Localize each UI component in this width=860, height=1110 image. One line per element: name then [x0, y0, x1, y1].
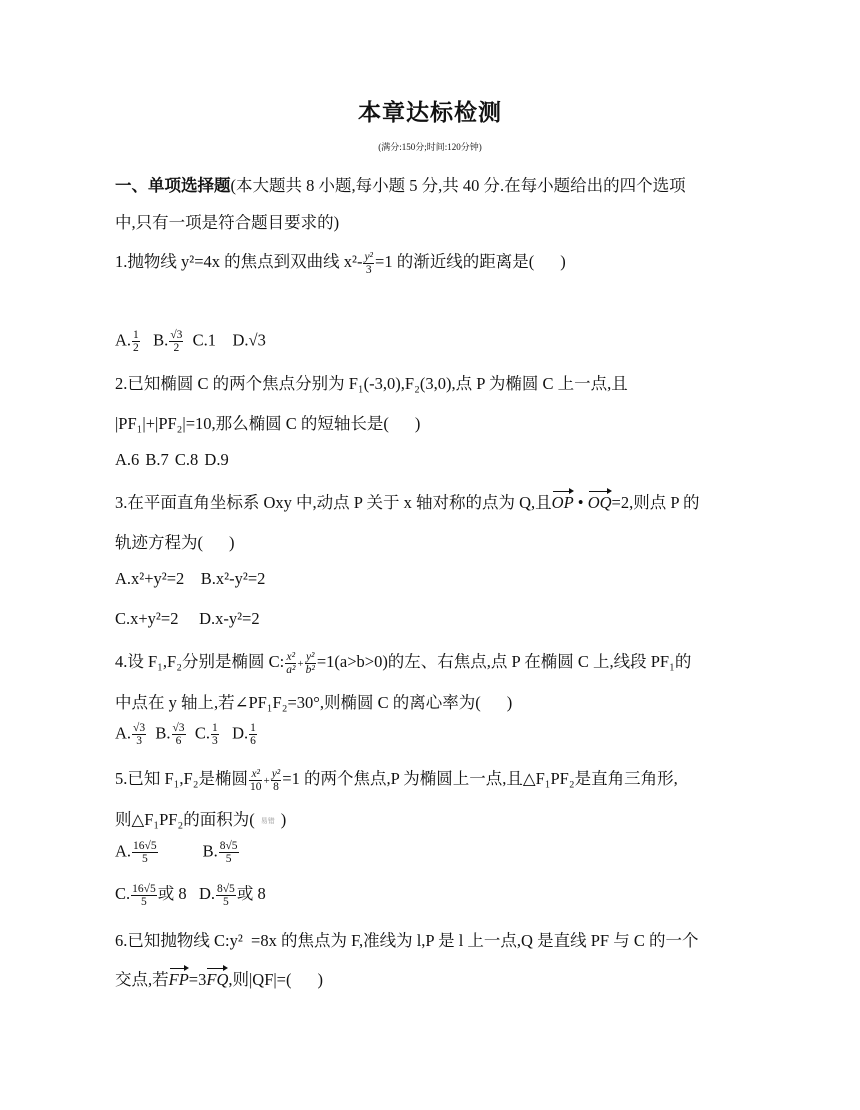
q4-text-a: 4.设 F₁,F₂分别是椭圆 C:: [115, 652, 285, 671]
q6-text-a: 交点,若: [115, 970, 169, 989]
q1-option-a-frac: [132, 329, 140, 354]
section-desc-line2: 中,只有一项是符合题目要求的): [115, 213, 340, 232]
q4-line2: [115, 689, 512, 713]
section-heading: 一、单项选择题: [115, 176, 231, 195]
q3-line2: [115, 529, 235, 553]
q4-d1: a²: [286, 663, 296, 676]
q5-c-tail: 或 8: [157, 884, 187, 903]
q4-option-c: C.: [194, 723, 210, 743]
q6-vector-fp: FP: [169, 967, 189, 990]
q6-vector-fq: FQ: [206, 967, 228, 990]
q4-options: [115, 722, 258, 747]
q4-b-den: 6: [175, 735, 182, 748]
q1-frac-num: y²: [364, 250, 374, 263]
q6-line1: 6.已知抛物线 C:y² =8x 的焦点为 F,准线为 l,P 是 l 上一点,Q 是直线 PF 与 C 的一个: [115, 931, 699, 950]
q5-a-frac: [132, 840, 158, 865]
q5-n1: x²: [249, 768, 263, 781]
q5-a-den: 5: [141, 853, 148, 866]
q2-close: ): [414, 414, 421, 433]
error-prone-tag: 易错: [260, 817, 275, 826]
q5-plus: +: [263, 775, 270, 787]
q4-b-frac: [172, 722, 186, 747]
q4-option-a: A.: [115, 723, 132, 743]
q5-n2: y²: [271, 767, 281, 780]
q1-text-a: 1.抛物线 y²=4x 的焦点到双曲线 x²-: [115, 252, 363, 271]
q5-options-1: [115, 840, 240, 865]
q5-option-a: A.: [115, 841, 132, 861]
q6-text-mid: =3: [188, 970, 207, 989]
question-1: [115, 248, 566, 276]
q3-vector-oq: OQ: [588, 490, 612, 513]
q4-d-frac: [249, 722, 257, 747]
q4-a-den: 3: [136, 735, 142, 748]
q1-text-b: =1 的渐近线的距离是(: [375, 252, 535, 271]
q1-b-den: 2: [173, 342, 180, 355]
q5-line2: [115, 806, 286, 830]
q4-c-num: 1: [211, 722, 218, 734]
q5-a-num: 16√5: [133, 840, 157, 852]
q3-vector-op: OP: [552, 490, 574, 513]
q3-text-c: 轨迹方程为(: [115, 533, 203, 552]
q1-option-b: B.: [153, 330, 169, 350]
q4-frac-1: [285, 651, 296, 676]
q5-text-a: 5.已知 F₁,F₂是椭圆: [115, 769, 248, 788]
q5-d-den: 5: [223, 895, 229, 908]
q3-line1: [115, 489, 700, 513]
q4-option-b: B.: [155, 723, 171, 743]
q5-c-frac: [131, 883, 157, 908]
q1-fraction: [363, 251, 374, 276]
q5-frac-1: [249, 768, 263, 793]
section-desc: (本大题共 8 小题,每小题 5 分,共 40 分.在每小题给出的四个选项: [230, 176, 686, 195]
q3-text-b: =2,则点 P 的: [611, 493, 700, 512]
q3-close: ): [229, 533, 235, 552]
q4-d-num: 1: [250, 722, 256, 734]
q4-option-d: D.: [232, 723, 249, 743]
q5-d2: 8: [273, 780, 279, 793]
q5-b-num: 8√5: [219, 840, 238, 852]
q6-text-b: ,则|QF|=(: [228, 970, 292, 989]
section-heading-line: [115, 172, 686, 196]
q3-options-1: A.x²+y²=2 B.x²-y²=2: [115, 569, 266, 588]
q5-option-c: C.: [115, 884, 131, 903]
q1-option-d: D.√3: [232, 330, 266, 350]
q1-close: ): [560, 252, 566, 271]
q5-close: ): [280, 810, 287, 829]
q1-option-c: C.1: [192, 330, 217, 350]
q4-d-den: 6: [250, 735, 256, 748]
q3-text-a: 3.在平面直角坐标系 Oxy 中,动点 P 关于 x 轴对称的点为 Q,且: [115, 493, 552, 512]
q4-c-frac: [211, 722, 219, 747]
q4-close: ): [506, 693, 513, 712]
q5-d-tail: 或 8: [236, 884, 266, 903]
q5-d-frac: [216, 883, 236, 908]
q2-line1: 2.已知椭圆 C 的两个焦点分别为 F₁(-3,0),F₂(3,0),点 P 为椭圆 C 上一点,且: [115, 374, 628, 393]
q4-b-num: √3: [172, 722, 185, 734]
q4-frac-2: [305, 651, 316, 676]
q4-text-b: =1(a>b>0)的左、右焦点,点 P 在椭圆 C 上,线段 PF₁的: [316, 652, 692, 671]
q4-n2: y²: [305, 650, 315, 663]
q5-b-frac: [219, 840, 239, 865]
q5-option-d: D.: [198, 884, 215, 903]
q1-options: [115, 329, 266, 354]
q2-line2: [115, 410, 420, 434]
q5-options-2: [115, 880, 266, 908]
q4-n1: x²: [286, 650, 296, 663]
q2-text: |PF₁|+|PF₂|=10,那么椭圆 C 的短轴长是(: [115, 414, 389, 433]
q5-option-b: B.: [202, 841, 218, 861]
q6-line2: [115, 966, 323, 990]
q5-b-den: 5: [225, 853, 232, 866]
q5-d1: 10: [249, 780, 262, 793]
q6-close: ): [317, 970, 323, 989]
q4-plus: +: [297, 658, 304, 670]
q4-c-den: 3: [211, 735, 218, 748]
q4-a-frac: [132, 722, 146, 747]
score-time-note: (满分:150分;时间:120分钟): [378, 142, 482, 152]
q2-options: A.6 B.7 C.8 D.9: [115, 450, 229, 469]
question-5: [115, 765, 678, 793]
q4-text-c: 中点在 y 轴上,若∠PF₁F₂=30°,则椭圆 C 的离心率为(: [115, 693, 481, 712]
q5-text-c: 则△F₁PF₂的面积为(: [115, 810, 255, 829]
question-4: [115, 648, 691, 676]
q4-d2: b²: [305, 663, 315, 676]
q1-option-a: A.: [115, 330, 132, 350]
q5-text-b: =1 的两个焦点,P 为椭圆上一点,且△F₁PF₂是直角三角形,: [282, 769, 678, 788]
q3-dot: •: [573, 493, 588, 512]
q5-c-den: 5: [141, 895, 147, 908]
q5-d-num: 8√5: [217, 882, 235, 895]
q1-b-num: √3: [170, 329, 183, 341]
q1-a-den: 2: [133, 342, 139, 355]
q5-frac-2: [271, 768, 282, 793]
q1-a-num: 1: [133, 329, 139, 341]
q4-a-num: √3: [133, 722, 146, 734]
q1-option-b-frac: [169, 329, 183, 354]
q1-frac-den: 3: [365, 263, 372, 276]
q5-c-num: 16√5: [132, 882, 156, 895]
q3-options-2: C.x+y²=2 D.x-y²=2: [115, 609, 260, 628]
page-title: 本章达标检测: [358, 100, 502, 126]
